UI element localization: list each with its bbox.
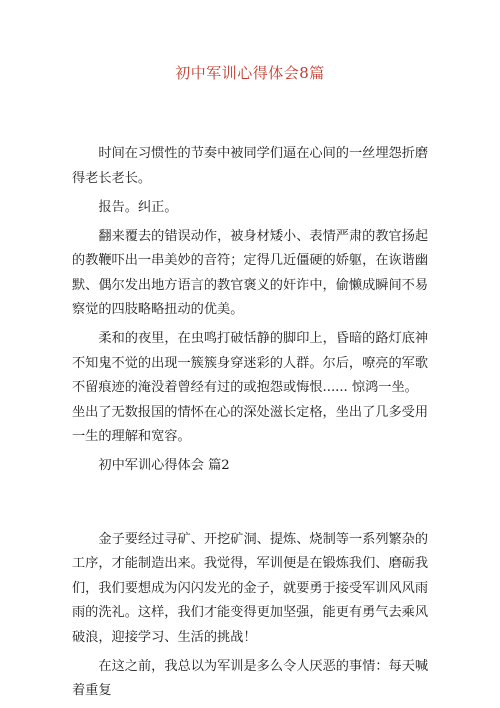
paragraph: 柔和的夜里，在虫鸣打破恬静的脚印上，昏暗的路灯底神不知鬼不觉的出现一簇簇身穿迷彩的人群。尔后，嘹亮的军歌不留痕迹的淹没着曾经有过的或抱怨或悔恨...... 惊鸿一坐。坐出了无数报国的情怀在心的深处滋长定格，坐出了几多受用一生的理解和宽容。 — [72, 331, 429, 444]
paragraph: 在这之前，我总以为军训是多么令人厌恶的事情：每天喊着重复 — [72, 658, 429, 698]
section-heading: 初中军训心得体会 篇2 — [98, 458, 230, 473]
document-body — [72, 142, 430, 708]
document-title: 初中军训心得体会8篇 — [175, 64, 325, 82]
paragraph: 金子要经过寻矿、开挖矿洞、提炼、烧制等一系列繁杂的工序，才能制造出来。我觉得，军训便是在锻炼我们、磨砺我们，我们要想成为闪闪发光的金子，就要勇于接受军训风风雨雨的洗礼。这样，我们才能变得更加坚强，能更有勇气去乘风破浪，迎接学习、生活的挑战！ — [72, 531, 429, 645]
paragraph: 时间在习惯性的节奏中被同学们逼在心间的一丝埋怨折磨得老长老长。 — [72, 146, 429, 186]
paragraph: 翻来覆去的错误动作，被身材矮小、表情严肃的教官扬起的教鞭吓出一串美妙的音符；定得几近僵硬的娇躯，在诙谐幽默、偶尔发出地方语言的教官褒义的奸诈中，偷懒成瞬间不易察觉的四肢略略扭动的优美。 — [72, 228, 429, 317]
paragraph: 报告。纠正。 — [98, 199, 178, 215]
